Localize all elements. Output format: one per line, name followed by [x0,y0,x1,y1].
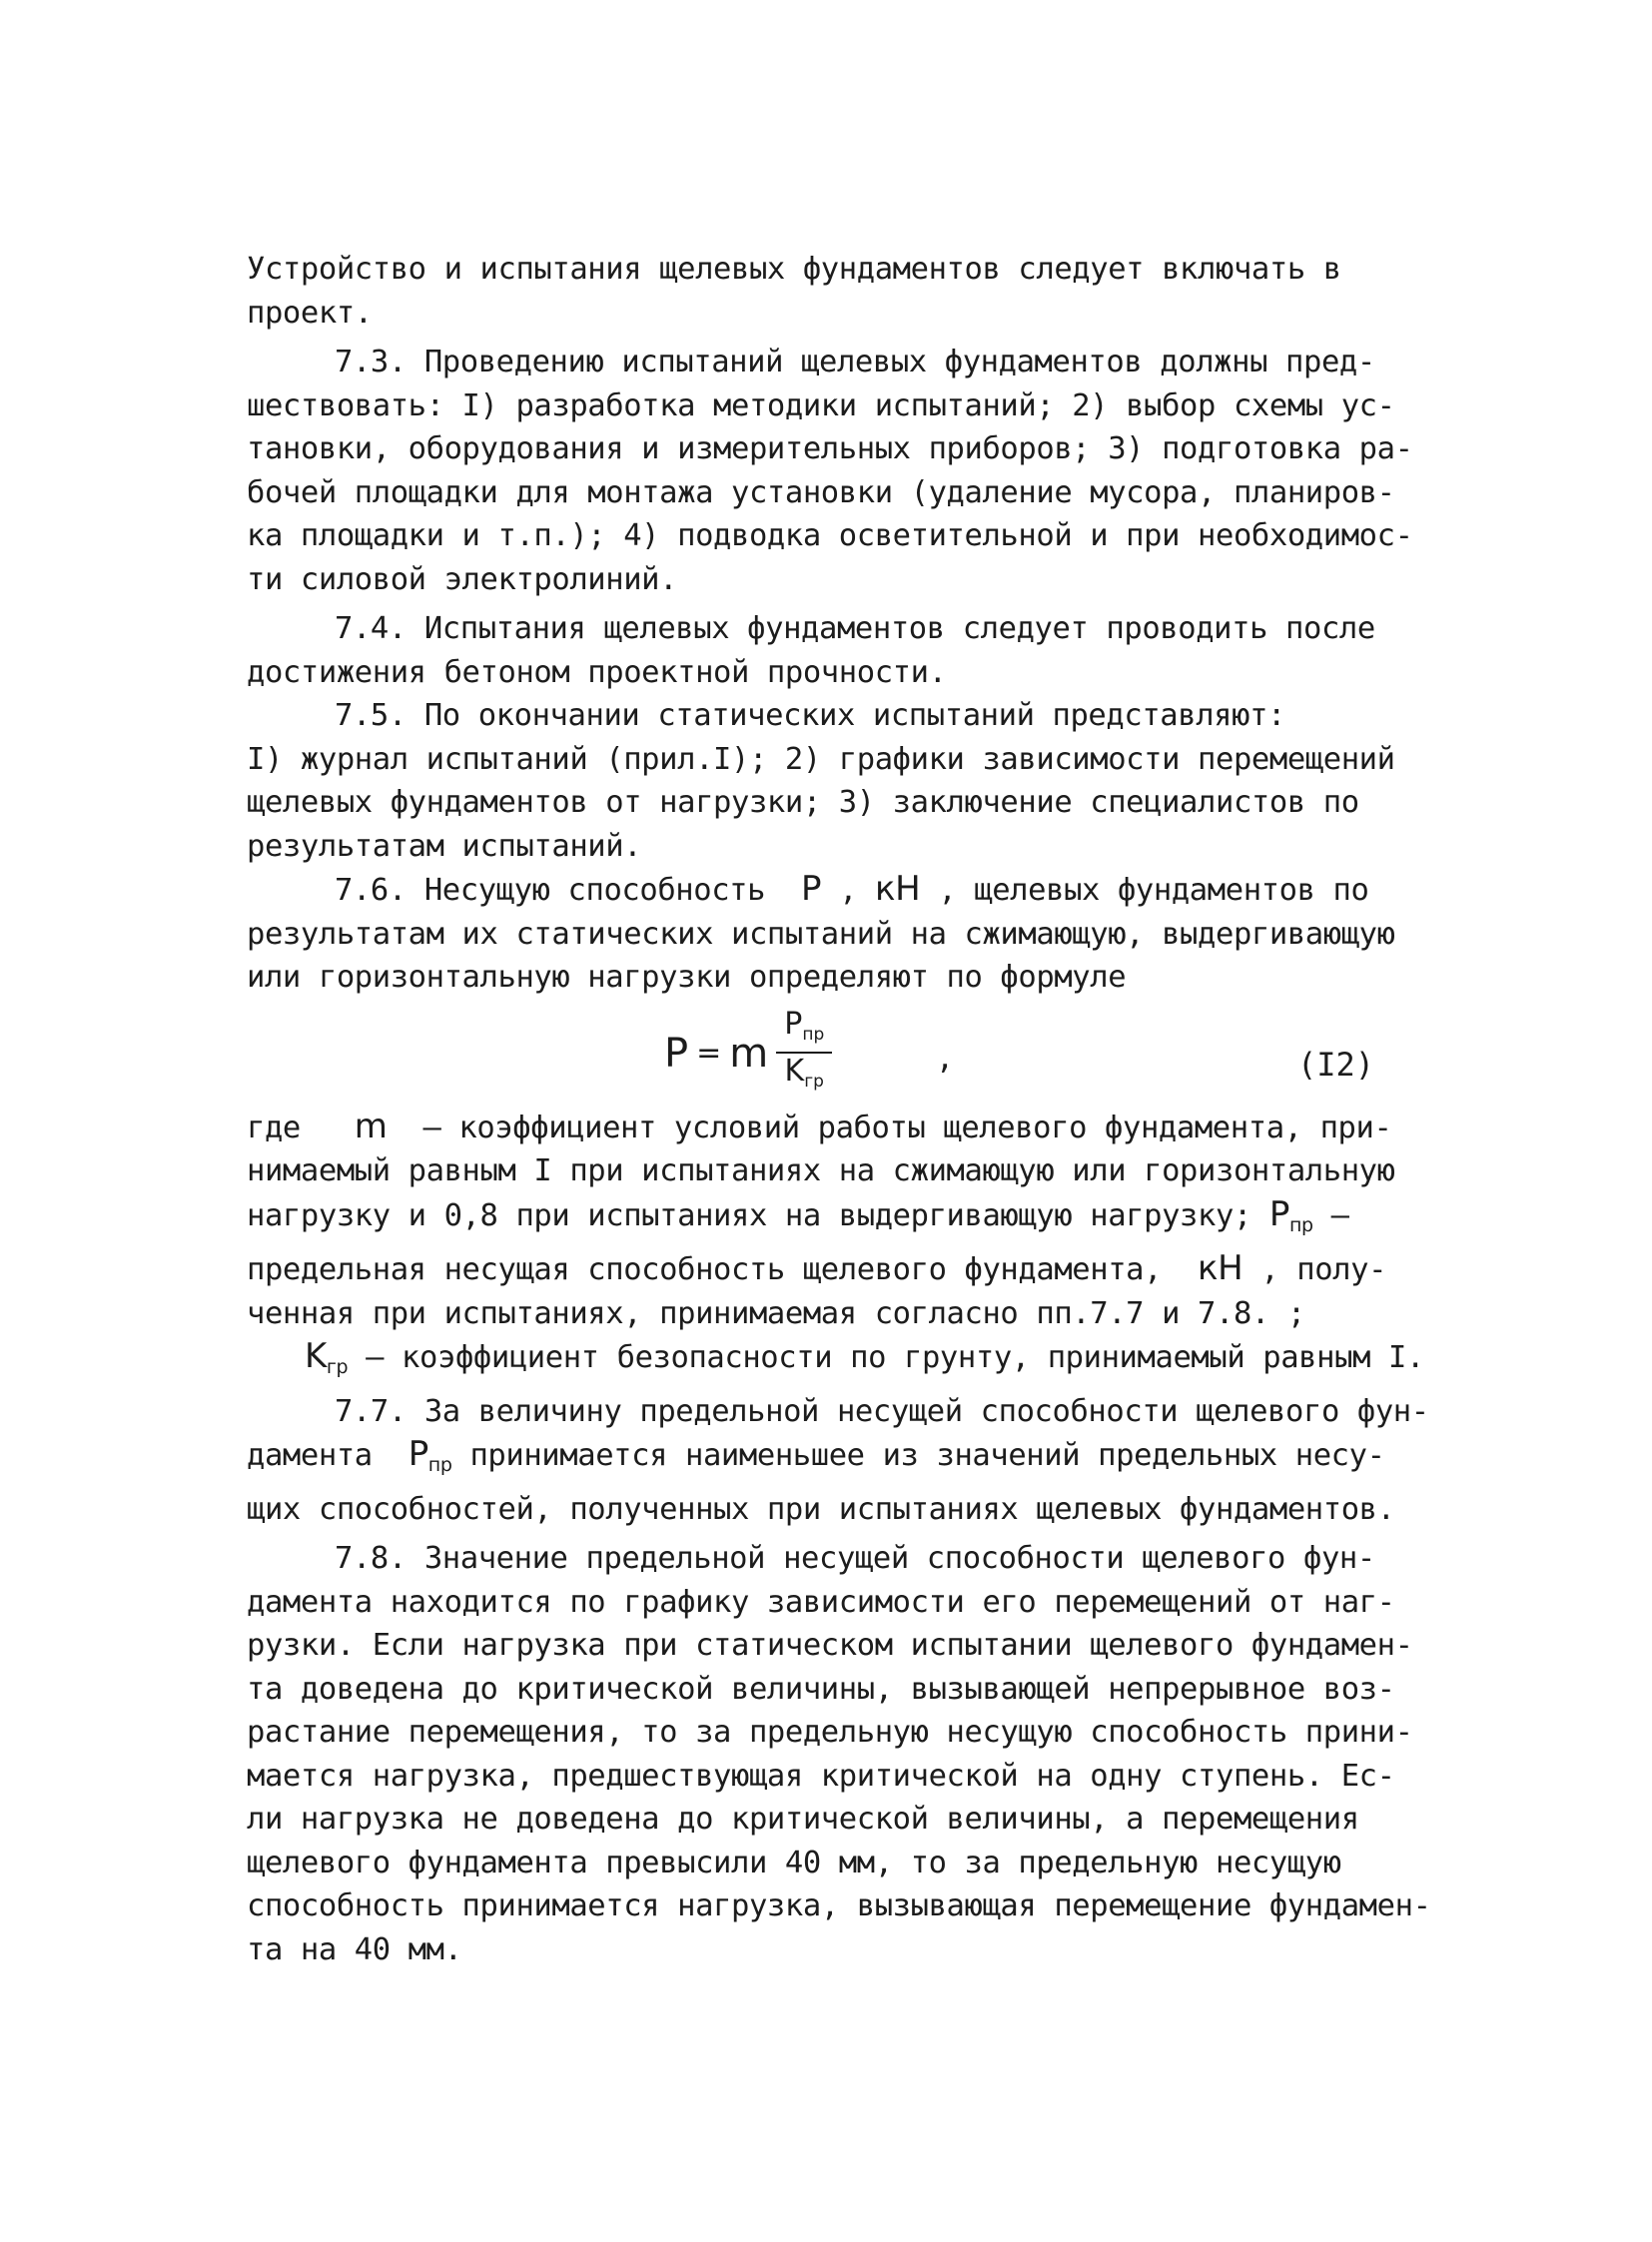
document-page [247,248,1445,1971]
paragraph-where [247,1106,1445,1390]
text-segment: дамента [247,1438,373,1473]
text-line [247,1247,1445,1292]
formula-expression [664,1008,832,1100]
numerator-subscript: пр [802,1024,825,1045]
text-line: 7.8. Значение предельной несущей способности щелевого фун- [335,1541,1375,1576]
text-line: ка площадки и т.п.); 4) подводка осветительной и при необходимос- [247,518,1413,553]
text-line: способность принимается нагрузка, вызывающая перемещение фундамен- [247,1888,1431,1923]
text-line: шествовать: I) разработка методики испытаний; 2) выбор схемы ус- [247,387,1395,423]
paragraph-7-3 [247,341,1445,601]
text-line: щелевого фундамента превысили 40 мм, то за предельную несущую [247,1845,1341,1880]
formula-comma: , [936,1041,955,1077]
text-segment: где [247,1110,301,1145]
text-line: достижения бетоном проектной прочности. [247,654,947,690]
text-segment: – [1330,1197,1349,1233]
unit-kn: кН [875,869,921,909]
symbol-letter: P [1268,1193,1289,1234]
text-line [247,1433,1445,1488]
text-segment: – коэффициент безопасности по грунту, принимаемый равным I. [366,1340,1424,1375]
text-segment: – коэффициент условий работы щелевого фундамента, при- [422,1110,1392,1145]
text-segment: , щелевых фундаментов по [938,873,1369,908]
symbol-m: m [354,1106,388,1146]
text-line: 7.4. Испытания щелевых фундаментов следует проводить после [335,611,1375,646]
text-segment: принимается наименьшее из значений предельных несу- [469,1438,1385,1473]
text-line: 7.6. Несущую способность P , кН , щелевых фундаментов по [335,869,1369,909]
text-line: Устройство и испытания щелевых фундаментов следует включать в [247,252,1341,287]
text-line: мается нагрузка, предшествующая критической на одну ступень. Ес- [247,1758,1395,1794]
paragraph-7-7 [247,1390,1445,1532]
text-line: тановки, оборудования и измерительных приборов; 3) подготовка ра- [247,431,1413,466]
formula-denominator [785,1054,824,1100]
text-line: рузки. Если нагрузка при статическом испытании щелевого фундамен- [247,1628,1413,1663]
symbol-p: P [801,869,822,909]
symbol-p-pr [409,1434,452,1474]
text-line: ли нагрузка не доведена до критической величины, а перемещения [247,1802,1359,1837]
formula-lhs: P [664,1030,689,1077]
text-line: щих способностей, полученных при испытаниях щелевых фундаментов. [247,1491,1395,1527]
symbol-subscript: пр [427,1454,452,1476]
symbol-p-pr [1269,1194,1313,1234]
numerator-var: P [784,1006,803,1042]
text-line: ти силовой электролиний. [247,561,678,597]
formula-equals: = [696,1036,722,1071]
formula-12 [247,1004,1445,1100]
text-line: дамента находится по графику зависимости его перемещений от наг- [247,1584,1395,1620]
text-line: I) журнал испытаний (прил.I); 2) графики зависимости перемещений [247,741,1395,777]
text-line [247,1193,1445,1248]
text-line: ченная при испытаниях, принимаемая согласно пп.7.7 и 7.8. ; [247,1295,1305,1331]
text-line: 7.3. Проведению испытаний щелевых фундаментов должны пред- [335,345,1375,379]
symbol-subscript: пр [1288,1213,1313,1236]
text-line: щелевых фундаментов от нагрузки; 3) заключение специалистов по [247,785,1359,820]
text-segment: , полу- [1260,1252,1387,1287]
symbol-letter: K [305,1336,327,1376]
formula-fraction [776,1008,832,1100]
text-line: или горизонтальную нагрузки определяют по формуле [247,960,1127,995]
text-line: бочей площадки для монтажа установки (удаление мусора, планиров- [247,474,1395,510]
paragraph-7-8 [247,1537,1445,1971]
text-line: 7.5. По окончании статических испытаний представляют: [335,698,1286,733]
formula-numerator [776,1008,832,1054]
symbol-k-gr [305,1336,348,1376]
paragraph-7-4 [247,607,1445,694]
text-line [247,1106,1445,1150]
unit-kn: кН [1198,1248,1243,1288]
denominator-var: K [784,1053,805,1089]
formula-coef: m [729,1030,769,1077]
symbol-letter: P [408,1434,428,1474]
symbol-subscript: гр [326,1356,349,1378]
text-line [247,1335,1445,1390]
text-line: та доведена до критической величины, вызывающей непрерывное воз- [247,1671,1395,1707]
paragraph-intro [247,248,1445,335]
text-line: 7.7. За величину предельной несущей способности щелевого фун- [335,1393,1429,1429]
paragraph-7-5 [247,694,1445,868]
text-line: та на 40 мм. [247,1931,462,1967]
text-segment: нагрузку и 0,8 при испытаниях на выдергивающую нагрузку; [247,1197,1251,1233]
text-line: результатам испытаний. [247,828,642,864]
equation-number: (I2) [1297,1045,1375,1084]
denominator-subscript: гр [804,1071,824,1092]
text-line: результатам их статических испытаний на сжимающую, выдергивающую [247,916,1395,952]
text-segment: 7.6. Несущую способность [335,873,766,908]
text-line: проект. [247,295,373,331]
text-segment: предельная несущая способность щелевого фундамента, [247,1252,1163,1287]
text-line: нимаемый равным I при испытаниях на сжимающую или горизонтальную [247,1153,1395,1188]
paragraph-7-6 [247,868,1445,1000]
text-line: растание перемещения, то за предельную несущую способность прини- [247,1715,1413,1750]
